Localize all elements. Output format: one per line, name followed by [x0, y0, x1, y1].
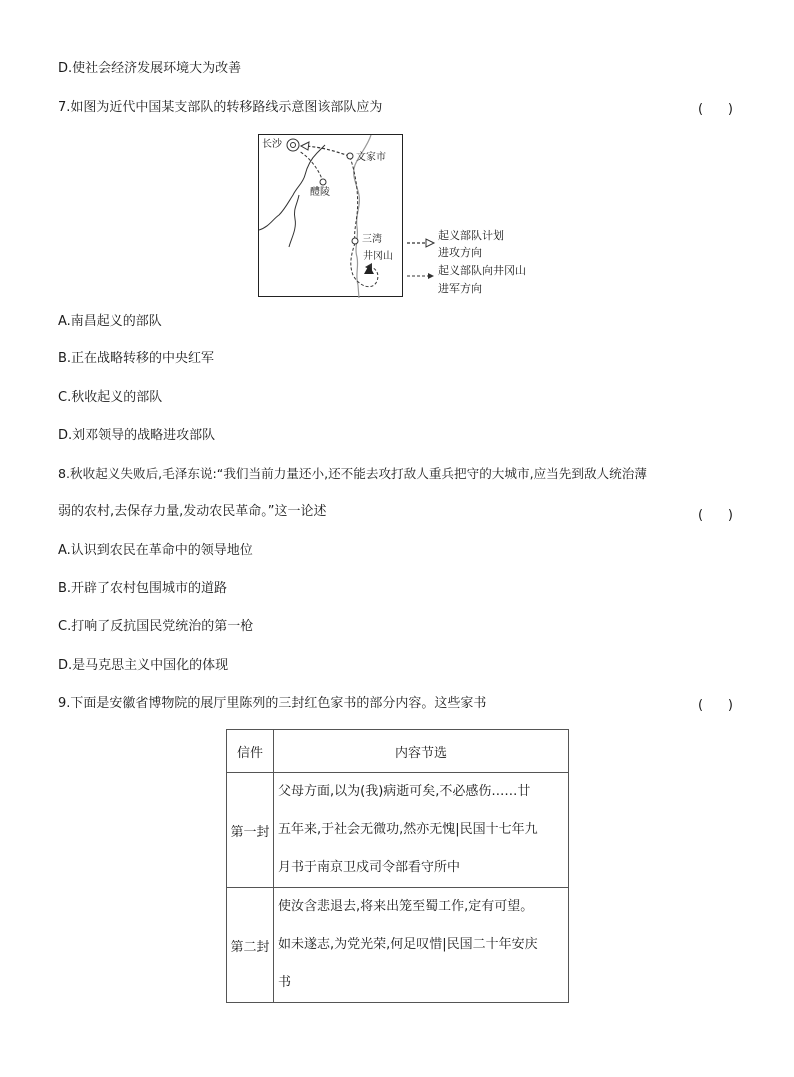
map-label-changsha: 长沙: [262, 139, 282, 150]
jinggangshan-mountain-icon: [364, 265, 374, 274]
q8-answer-paren: ( ): [698, 508, 733, 523]
planned-attack-arrowhead: [301, 142, 309, 150]
table-cell-letter: 第一封: [227, 773, 274, 888]
map-label-liling: 醴陵: [310, 187, 330, 198]
map-legend-symbols: [407, 234, 437, 294]
q9-stem: 9.下面是安徽省博物院的展厅里陈列的三封红色家书的部分内容。这些家书: [58, 696, 487, 711]
planned-attack-route: [305, 146, 349, 156]
content-line: 使汝含悲退去,将来出笼至蜀工作,定有可望。: [278, 899, 534, 914]
q8-stem-line1: 8.秋收起义失败后,毛泽东说:“我们当前力量还小,还不能去攻打敌人重兵把守的大城市,应当先到敌人统治薄: [58, 466, 647, 481]
legend-planned-label-1: 起义部队计划: [438, 229, 504, 242]
q8-stem-line2: 弱的农村,去保存力量,发动农民革命。”这一论述: [58, 504, 327, 519]
q9-answer-paren: ( ): [698, 698, 733, 713]
wenjiashi-marker: [347, 153, 353, 159]
content-line: 书: [278, 975, 292, 990]
q7-stem: 7.如图为近代中国某支部队的转移路线示意图该部队应为: [58, 100, 383, 115]
q7-option-b[interactable]: B.正在战略转移的中央红军: [58, 351, 215, 366]
prev-option-d: D.使社会经济发展环境大为改善: [58, 61, 242, 76]
map-label-sanwan: 三湾: [362, 234, 382, 245]
table-header-content: 内容节选: [274, 730, 569, 773]
map-label-wenjiashi: 文家市: [356, 152, 386, 163]
table-row: [227, 888, 569, 1003]
table-header-letter: 信件: [227, 730, 274, 773]
letters-table: [226, 729, 569, 1003]
legend-march-label-2: 进军方向: [438, 282, 482, 295]
legend-march-label-1: 起义部队向井冈山: [438, 264, 526, 277]
q8-option-a[interactable]: A.认识到农民在革命中的领导地位: [58, 543, 253, 558]
table-cell-content: [274, 888, 569, 1003]
q7-answer-paren: ( ): [698, 102, 733, 117]
march-route-segment-3: [351, 243, 378, 287]
table-header-row: [227, 730, 569, 773]
route-map: [258, 134, 403, 297]
content-line: 如未遂志,为党光荣,何足叹惜|民国二十年安庆: [278, 937, 538, 952]
legend-march-arrowhead: [428, 273, 434, 279]
q7-option-c[interactable]: C.秋收起义的部队: [58, 390, 163, 405]
q8-option-c[interactable]: C.打响了反抗国民党统治的第一枪: [58, 619, 254, 634]
map-label-jinggangshan: 井冈山: [363, 251, 393, 262]
q8-option-d[interactable]: D.是马克思主义中国化的体现: [58, 658, 229, 673]
legend-planned-label-2: 进攻方向: [438, 246, 482, 259]
table-cell-content: [274, 773, 569, 888]
content-line: 月书于南京卫戍司令部看守所中: [278, 860, 461, 875]
content-line: 父母方面,以为(我)病逝可矣,不必感伤……廿: [278, 784, 531, 799]
liling-marker: [320, 179, 326, 185]
table-row: [227, 773, 569, 888]
changsha-marker-outer: [287, 139, 299, 151]
march-route-segment-1: [299, 151, 323, 182]
q8-option-b[interactable]: B.开辟了农村包围城市的道路: [58, 581, 228, 596]
legend-planned-arrowhead: [426, 239, 434, 247]
content-line: 五年来,于社会无微功,然亦无愧|民国十七年九: [278, 822, 538, 837]
sanwan-marker: [352, 238, 358, 244]
q7-option-d[interactable]: D.刘邓领导的战略进攻部队: [58, 428, 216, 443]
changsha-marker-inner: [291, 143, 296, 148]
table-cell-letter: 第二封: [227, 888, 274, 1003]
q7-option-a[interactable]: A.南昌起义的部队: [58, 314, 162, 329]
boundary-line-2: [289, 195, 299, 247]
